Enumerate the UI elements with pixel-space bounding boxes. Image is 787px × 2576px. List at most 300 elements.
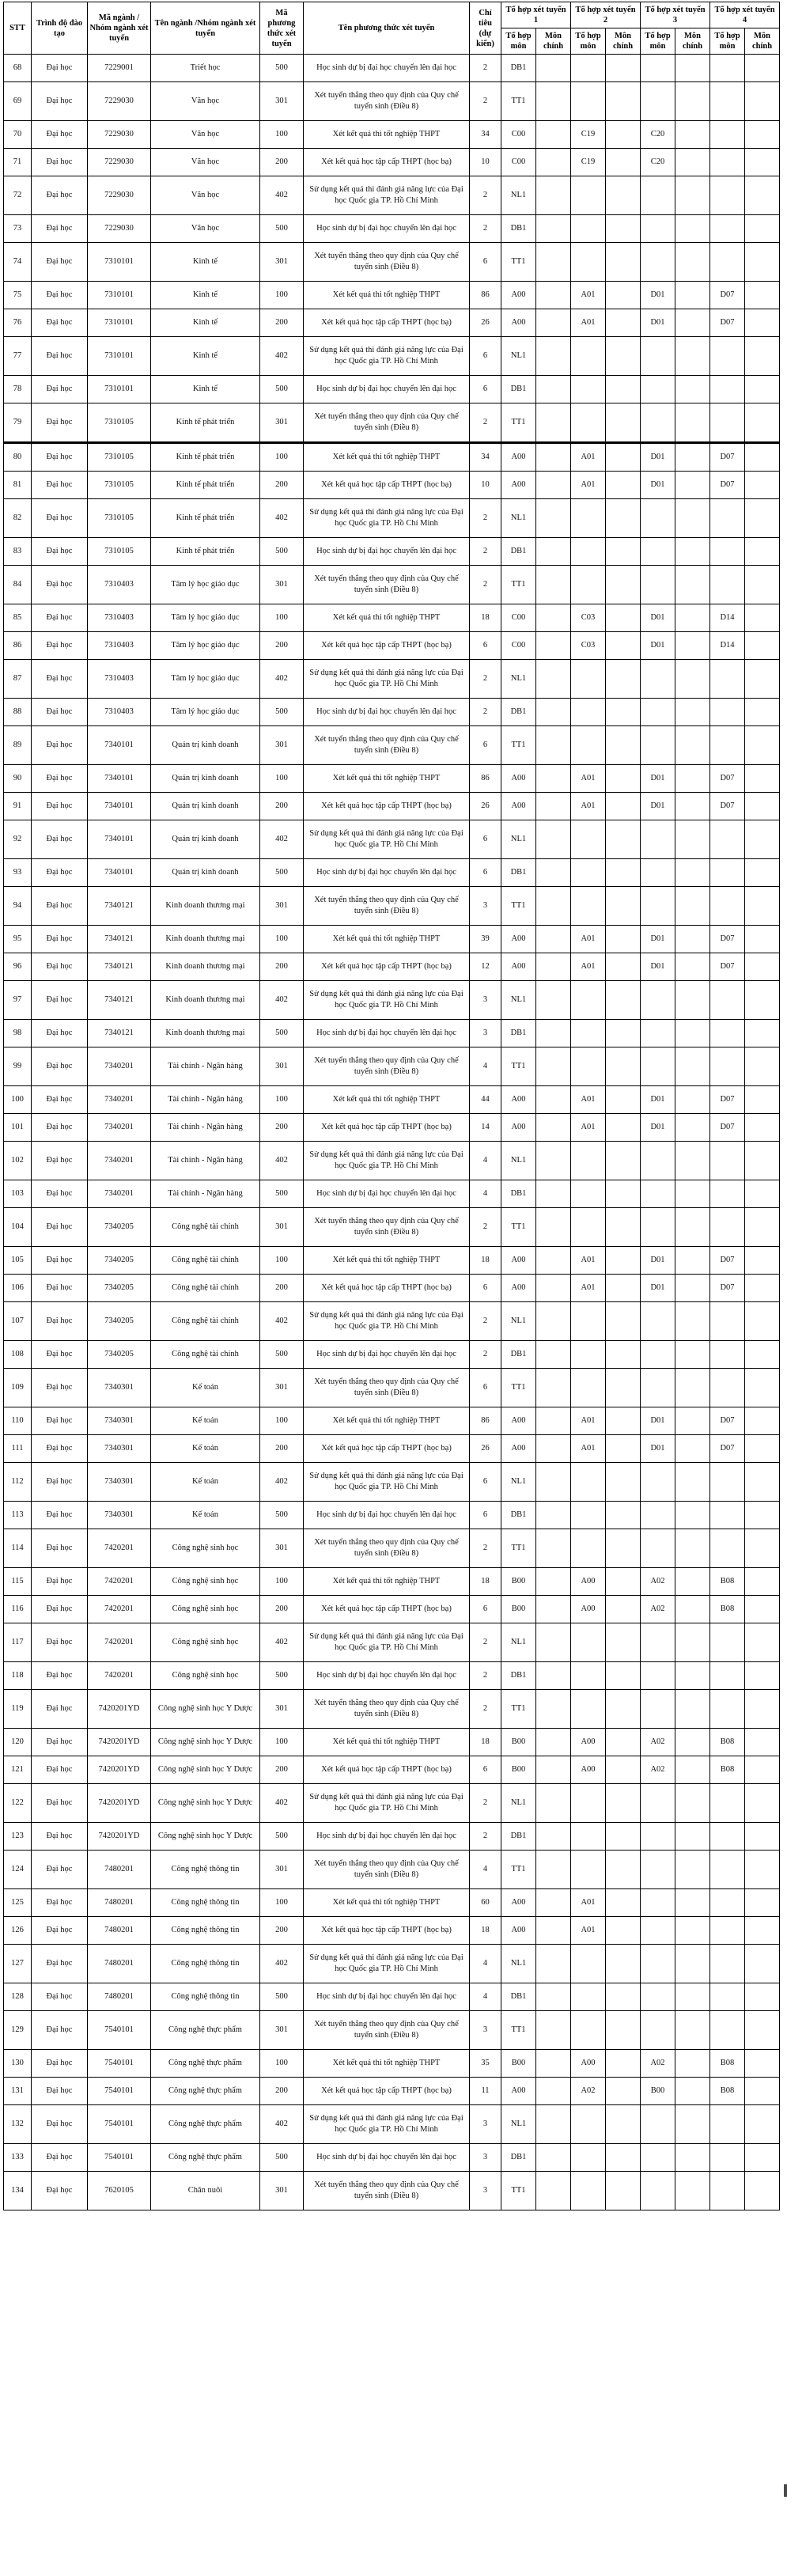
cell-combo3-main [675, 699, 710, 726]
cell-combo3-main [675, 1596, 710, 1623]
cell-education-level: Đại học [32, 443, 88, 472]
cell-method-name: Xét kết quả học tập cấp THPT (học bạ) [304, 1917, 470, 1945]
cell-combo3-main [675, 1917, 710, 1945]
cell-combo2-main [606, 2078, 641, 2105]
cell-stt: 75 [4, 282, 32, 309]
cell-quota: 6 [470, 726, 501, 765]
cell-combo2-main [606, 282, 641, 309]
cell-combo1-main [536, 1341, 571, 1369]
cell-education-level: Đại học [32, 1020, 88, 1047]
cell-combo3-main [675, 1945, 710, 1983]
cell-combo4-main [745, 376, 780, 403]
cell-stt: 76 [4, 309, 32, 337]
cell-education-level: Đại học [32, 2105, 88, 2144]
cell-combo3-main [675, 981, 710, 1020]
cell-combo4-subjects [710, 337, 745, 376]
cell-major-name: Công nghệ tài chính [151, 1247, 260, 1275]
cell-combo3-main [675, 1463, 710, 1502]
cell-combo4-subjects [710, 499, 745, 538]
cell-quota: 2 [470, 215, 501, 243]
cell-education-level: Đại học [32, 55, 88, 82]
cell-education-level: Đại học [32, 1086, 88, 1114]
cell-major-code: 7480201 [88, 1945, 151, 1983]
cell-education-level: Đại học [32, 1983, 88, 2011]
cell-major-name: Công nghệ sinh học Y Dược [151, 1756, 260, 1784]
cell-quota: 6 [470, 859, 501, 887]
cell-quota: 2 [470, 538, 501, 566]
cell-stt: 91 [4, 793, 32, 820]
cell-method-code: 100 [260, 1568, 304, 1596]
cell-combo1-main [536, 632, 571, 660]
cell-combo4-subjects [710, 1020, 745, 1047]
cell-method-code: 402 [260, 2105, 304, 2144]
cell-combo4-main [745, 660, 780, 699]
cell-combo1-main [536, 1945, 571, 1983]
cell-combo3-main [675, 1690, 710, 1729]
cell-combo1-main [536, 1180, 571, 1208]
cell-combo1-subjects: A00 [501, 1247, 536, 1275]
cell-combo4-main [745, 2105, 780, 2144]
cell-quota: 6 [470, 1369, 501, 1407]
cell-method-name: Xét kết quả thi tốt nghiệp THPT [304, 443, 470, 472]
table-row [4, 472, 780, 499]
cell-major-name: Văn học [151, 121, 260, 149]
cell-method-name: Xét kết quả thi tốt nghiệp THPT [304, 1889, 470, 1917]
cell-combo2-subjects: A01 [571, 282, 606, 309]
cell-combo3-subjects: D01 [641, 926, 675, 953]
cell-method-code: 100 [260, 926, 304, 953]
cell-combo3-subjects [641, 2144, 675, 2172]
cell-quota: 10 [470, 472, 501, 499]
cell-stt: 133 [4, 2144, 32, 2172]
cell-major-code: 7420201 [88, 1596, 151, 1623]
cell-combo4-subjects: D14 [710, 632, 745, 660]
cell-combo4-main [745, 82, 780, 121]
table-row [4, 176, 780, 215]
cell-combo1-main [536, 1275, 571, 1302]
cell-method-name: Xét kết quả học tập cấp THPT (học bạ) [304, 793, 470, 820]
cell-major-code: 7540101 [88, 2105, 151, 2144]
cell-combo1-subjects: DB1 [501, 538, 536, 566]
cell-combo1-subjects: A00 [501, 2078, 536, 2105]
cell-method-name: Sử dụng kết quả thi đánh giá năng lực của Đại học Quốc gia TP. Hồ Chí Minh [304, 1784, 470, 1823]
cell-combo2-subjects [571, 1945, 606, 1983]
cell-education-level: Đại học [32, 953, 88, 981]
table-row [4, 926, 780, 953]
cell-major-code: 7310101 [88, 243, 151, 282]
cell-combo3-subjects [641, 403, 675, 443]
cell-method-code: 500 [260, 2144, 304, 2172]
cell-method-name: Học sinh dự bị đại học chuyển lên đại học [304, 215, 470, 243]
col-header-combo4-subjects: Tổ hợp môn [710, 28, 745, 55]
cell-combo1-subjects: DB1 [501, 1502, 536, 1529]
cell-major-name: Kinh tế phát triển [151, 538, 260, 566]
cell-method-name: Sử dụng kết quả thi đánh giá năng lực của Đại học Quốc gia TP. Hồ Chí Minh [304, 1463, 470, 1502]
cell-major-name: Kế toán [151, 1463, 260, 1502]
cell-education-level: Đại học [32, 604, 88, 632]
cell-quota: 6 [470, 820, 501, 859]
cell-combo3-subjects: A02 [641, 1568, 675, 1596]
cell-method-code: 500 [260, 1983, 304, 2011]
cell-combo3-main [675, 1369, 710, 1407]
cell-method-code: 200 [260, 309, 304, 337]
cell-quota: 14 [470, 1114, 501, 1142]
cell-major-code: 7310403 [88, 604, 151, 632]
table-row [4, 2144, 780, 2172]
cell-major-name: Kinh doanh thương mại [151, 953, 260, 981]
cell-combo2-subjects: A01 [571, 1917, 606, 1945]
cell-quota: 4 [470, 1945, 501, 1983]
cell-combo3-subjects [641, 660, 675, 699]
cell-combo2-subjects [571, 859, 606, 887]
cell-combo2-main [606, 1823, 641, 1851]
cell-combo2-subjects [571, 499, 606, 538]
cell-combo1-main [536, 2011, 571, 2050]
cell-major-code: 7420201YD [88, 1823, 151, 1851]
cell-quota: 4 [470, 1047, 501, 1086]
cell-combo3-main [675, 82, 710, 121]
cell-stt: 90 [4, 765, 32, 793]
cell-combo1-subjects: B00 [501, 1568, 536, 1596]
cell-combo1-main [536, 887, 571, 926]
cell-combo2-main [606, 1208, 641, 1247]
col-header-combo3-subjects: Tổ hợp môn [641, 28, 675, 55]
cell-method-name: Học sinh dự bị đại học chuyển lên đại học [304, 1180, 470, 1208]
cell-combo3-subjects: D01 [641, 953, 675, 981]
cell-combo4-main [745, 149, 780, 176]
cell-combo3-subjects: A02 [641, 2050, 675, 2078]
col-header-major-code: Mã ngành / Nhóm ngành xét tuyển [88, 2, 151, 55]
cell-combo1-main [536, 55, 571, 82]
cell-combo3-subjects: D01 [641, 632, 675, 660]
cell-combo2-subjects [571, 1180, 606, 1208]
cell-combo1-main [536, 1889, 571, 1917]
cell-combo1-subjects: DB1 [501, 215, 536, 243]
cell-method-name: Xét kết quả học tập cấp THPT (học bạ) [304, 2078, 470, 2105]
cell-combo2-subjects [571, 1302, 606, 1341]
cell-combo4-main [745, 337, 780, 376]
cell-combo1-subjects: DB1 [501, 1662, 536, 1690]
cell-combo2-main [606, 926, 641, 953]
table-row [4, 499, 780, 538]
cell-combo3-subjects [641, 1369, 675, 1407]
cell-combo1-main [536, 1851, 571, 1889]
table-row [4, 1247, 780, 1275]
cell-major-code: 7340121 [88, 887, 151, 926]
cell-major-name: Công nghệ thực phẩm [151, 2078, 260, 2105]
cell-combo3-main [675, 472, 710, 499]
cell-combo3-main [675, 1529, 710, 1568]
cell-combo1-main [536, 1823, 571, 1851]
cell-method-code: 402 [260, 660, 304, 699]
cell-major-name: Kinh doanh thương mại [151, 926, 260, 953]
cell-combo1-subjects: DB1 [501, 376, 536, 403]
cell-quota: 2 [470, 1690, 501, 1729]
cell-method-name: Học sinh dự bị đại học chuyển lên đại học [304, 2144, 470, 2172]
cell-combo4-subjects: D07 [710, 926, 745, 953]
cell-method-name: Xét kết quả học tập cấp THPT (học bạ) [304, 953, 470, 981]
cell-combo4-subjects [710, 1889, 745, 1917]
cell-combo3-main [675, 2050, 710, 2078]
cell-combo4-subjects [710, 1208, 745, 1247]
cell-method-code: 301 [260, 2172, 304, 2210]
cell-combo3-main [675, 2144, 710, 2172]
cell-major-code: 7310105 [88, 443, 151, 472]
cell-combo4-subjects [710, 2172, 745, 2210]
cell-method-code: 301 [260, 243, 304, 282]
cell-quota: 12 [470, 953, 501, 981]
cell-stt: 95 [4, 926, 32, 953]
cell-combo4-subjects: D07 [710, 443, 745, 472]
cell-major-code: 7310403 [88, 660, 151, 699]
cell-combo2-main [606, 566, 641, 604]
cell-combo2-subjects [571, 1369, 606, 1407]
cell-education-level: Đại học [32, 176, 88, 215]
cell-method-name: Xét tuyển thẳng theo quy định của Quy chế tuyển sinh (Điều 8) [304, 726, 470, 765]
cell-combo2-main [606, 1784, 641, 1823]
cell-combo2-subjects: A01 [571, 1435, 606, 1463]
cell-combo3-main [675, 1435, 710, 1463]
cell-stt: 68 [4, 55, 32, 82]
cell-combo2-subjects: A01 [571, 443, 606, 472]
cell-major-code: 7540101 [88, 2011, 151, 2050]
cell-combo2-subjects: A01 [571, 926, 606, 953]
cell-combo4-subjects: B08 [710, 1756, 745, 1784]
cell-combo1-subjects: DB1 [501, 1180, 536, 1208]
cell-combo4-main [745, 1208, 780, 1247]
cell-combo2-subjects [571, 2172, 606, 2210]
table-row [4, 2078, 780, 2105]
cell-combo3-subjects [641, 1851, 675, 1889]
cell-education-level: Đại học [32, 1945, 88, 1983]
cell-combo4-subjects: B08 [710, 1568, 745, 1596]
cell-combo2-subjects: A00 [571, 1756, 606, 1784]
cell-combo2-main [606, 1983, 641, 2011]
cell-major-code: 7310101 [88, 309, 151, 337]
cell-combo4-subjects [710, 887, 745, 926]
header-row-top [4, 2, 780, 28]
cell-education-level: Đại học [32, 981, 88, 1020]
cell-combo3-main [675, 566, 710, 604]
cell-combo4-subjects [710, 1502, 745, 1529]
cell-combo3-subjects [641, 1208, 675, 1247]
cell-stt: 122 [4, 1784, 32, 1823]
cell-education-level: Đại học [32, 1568, 88, 1596]
cell-major-name: Tâm lý học giáo dục [151, 699, 260, 726]
table-row [4, 699, 780, 726]
cell-quota: 3 [470, 2011, 501, 2050]
cell-education-level: Đại học [32, 765, 88, 793]
cell-combo2-main [606, 1142, 641, 1180]
cell-combo4-main [745, 726, 780, 765]
cell-combo3-subjects [641, 1142, 675, 1180]
cell-combo1-main [536, 1142, 571, 1180]
cell-method-name: Sử dụng kết quả thi đánh giá năng lực của Đại học Quốc gia TP. Hồ Chí Minh [304, 1302, 470, 1341]
cell-major-name: Tài chính - Ngân hàng [151, 1180, 260, 1208]
cell-combo4-main [745, 1784, 780, 1823]
cell-combo4-main [745, 566, 780, 604]
cell-method-name: Xét kết quả thi tốt nghiệp THPT [304, 282, 470, 309]
cell-combo2-main [606, 55, 641, 82]
cell-combo4-subjects [710, 1784, 745, 1823]
cell-combo4-subjects [710, 1690, 745, 1729]
cell-quota: 3 [470, 2172, 501, 2210]
cell-combo3-subjects [641, 243, 675, 282]
table-row [4, 1114, 780, 1142]
table-row [4, 282, 780, 309]
cell-combo4-main [745, 121, 780, 149]
cell-combo1-main [536, 82, 571, 121]
cell-major-name: Công nghệ sinh học [151, 1623, 260, 1662]
cell-combo1-main [536, 926, 571, 953]
cell-major-name: Tài chính - Ngân hàng [151, 1086, 260, 1114]
cell-combo1-main [536, 176, 571, 215]
cell-combo1-subjects: DB1 [501, 1823, 536, 1851]
cell-method-code: 500 [260, 1823, 304, 1851]
cell-method-code: 100 [260, 604, 304, 632]
cell-stt: 69 [4, 82, 32, 121]
cell-combo4-main [745, 1086, 780, 1114]
cell-combo3-subjects: D01 [641, 1275, 675, 1302]
cell-major-name: Tâm lý học giáo dục [151, 604, 260, 632]
cell-combo3-main [675, 1180, 710, 1208]
cell-major-name: Kinh doanh thương mại [151, 981, 260, 1020]
cell-combo3-subjects: D01 [641, 793, 675, 820]
cell-education-level: Đại học [32, 472, 88, 499]
cell-combo2-subjects [571, 1142, 606, 1180]
cell-method-name: Sử dụng kết quả thi đánh giá năng lực của Đại học Quốc gia TP. Hồ Chí Minh [304, 1945, 470, 1983]
cell-major-name: Kinh doanh thương mại [151, 1020, 260, 1047]
cell-combo1-subjects: A00 [501, 765, 536, 793]
cell-quota: 3 [470, 981, 501, 1020]
cell-major-name: Quản trị kinh doanh [151, 726, 260, 765]
cell-combo3-subjects [641, 1945, 675, 1983]
cell-major-name: Kinh tế phát triển [151, 443, 260, 472]
cell-major-name: Kinh tế phát triển [151, 403, 260, 443]
cell-combo1-subjects: NL1 [501, 499, 536, 538]
cell-major-code: 7480201 [88, 1917, 151, 1945]
scrollbar-thumb[interactable] [784, 2484, 787, 2497]
cell-stt: 123 [4, 1823, 32, 1851]
cell-major-name: Công nghệ sinh học [151, 1568, 260, 1596]
cell-method-code: 100 [260, 1086, 304, 1114]
cell-method-name: Xét tuyển thẳng theo quy định của Quy chế tuyển sinh (Điều 8) [304, 887, 470, 926]
cell-combo1-main [536, 2078, 571, 2105]
cell-major-name: Công nghệ thông tin [151, 1945, 260, 1983]
cell-method-code: 100 [260, 121, 304, 149]
cell-combo4-main [745, 1983, 780, 2011]
cell-education-level: Đại học [32, 1247, 88, 1275]
table-row [4, 376, 780, 403]
cell-major-name: Tài chính - Ngân hàng [151, 1142, 260, 1180]
cell-major-code: 7540101 [88, 2144, 151, 2172]
cell-combo2-main [606, 1463, 641, 1502]
cell-stt: 111 [4, 1435, 32, 1463]
cell-combo3-main [675, 1020, 710, 1047]
cell-quota: 26 [470, 309, 501, 337]
cell-major-code: 7229030 [88, 82, 151, 121]
cell-combo2-main [606, 1568, 641, 1596]
cell-quota: 2 [470, 566, 501, 604]
cell-method-code: 301 [260, 726, 304, 765]
cell-combo4-main [745, 1729, 780, 1756]
cell-combo1-subjects: TT1 [501, 243, 536, 282]
cell-combo1-subjects: DB1 [501, 1020, 536, 1047]
cell-combo1-main [536, 1690, 571, 1729]
cell-major-code: 7340205 [88, 1247, 151, 1275]
cell-combo2-subjects [571, 376, 606, 403]
cell-method-name: Xét kết quả thi tốt nghiệp THPT [304, 1729, 470, 1756]
cell-combo2-main [606, 1302, 641, 1341]
cell-combo3-subjects [641, 887, 675, 926]
cell-education-level: Đại học [32, 1596, 88, 1623]
cell-quota: 2 [470, 82, 501, 121]
cell-combo3-main [675, 726, 710, 765]
cell-combo4-main [745, 981, 780, 1020]
table-row [4, 1889, 780, 1917]
cell-combo4-main [745, 1435, 780, 1463]
cell-combo3-subjects [641, 176, 675, 215]
cell-method-name: Sử dụng kết quả thi đánh giá năng lực của Đại học Quốc gia TP. Hồ Chí Minh [304, 176, 470, 215]
cell-combo3-subjects [641, 1983, 675, 2011]
cell-major-code: 7480201 [88, 1889, 151, 1917]
col-header-quota: Chỉ tiêu (dự kiến) [470, 2, 501, 55]
cell-combo2-main [606, 2050, 641, 2078]
cell-major-name: Công nghệ tài chính [151, 1275, 260, 1302]
cell-combo4-main [745, 1180, 780, 1208]
col-header-education-level: Trình độ đào tạo [32, 2, 88, 55]
cell-major-name: Tâm lý học giáo dục [151, 566, 260, 604]
cell-combo3-subjects [641, 2011, 675, 2050]
cell-combo2-main [606, 1435, 641, 1463]
admission-table [3, 2, 780, 2210]
cell-combo3-subjects [641, 376, 675, 403]
cell-major-name: Chăn nuôi [151, 2172, 260, 2210]
cell-combo1-subjects: C00 [501, 632, 536, 660]
cell-education-level: Đại học [32, 2078, 88, 2105]
table-row [4, 1047, 780, 1086]
cell-combo1-subjects: NL1 [501, 1302, 536, 1341]
cell-combo2-subjects: A01 [571, 1114, 606, 1142]
cell-quota: 3 [470, 2105, 501, 2144]
cell-combo4-subjects [710, 176, 745, 215]
cell-combo3-main [675, 1114, 710, 1142]
cell-major-code: 7340201 [88, 1114, 151, 1142]
table-row [4, 1020, 780, 1047]
cell-stt: 108 [4, 1341, 32, 1369]
cell-combo1-main [536, 2144, 571, 2172]
cell-combo2-main [606, 1756, 641, 1784]
cell-method-code: 100 [260, 1407, 304, 1435]
cell-method-code: 301 [260, 1208, 304, 1247]
cell-combo3-main [675, 2011, 710, 2050]
cell-quota: 18 [470, 604, 501, 632]
cell-combo4-subjects: D07 [710, 793, 745, 820]
cell-major-code: 7420201 [88, 1623, 151, 1662]
cell-combo2-main [606, 403, 641, 443]
cell-combo3-subjects: C20 [641, 149, 675, 176]
cell-stt: 113 [4, 1502, 32, 1529]
cell-quota: 2 [470, 403, 501, 443]
table-row [4, 121, 780, 149]
cell-major-name: Kinh tế [151, 282, 260, 309]
cell-combo1-main [536, 1114, 571, 1142]
cell-combo3-main [675, 1983, 710, 2011]
cell-combo1-subjects: NL1 [501, 1945, 536, 1983]
cell-education-level: Đại học [32, 149, 88, 176]
cell-method-name: Học sinh dự bị đại học chuyển lên đại học [304, 1823, 470, 1851]
cell-method-code: 200 [260, 632, 304, 660]
